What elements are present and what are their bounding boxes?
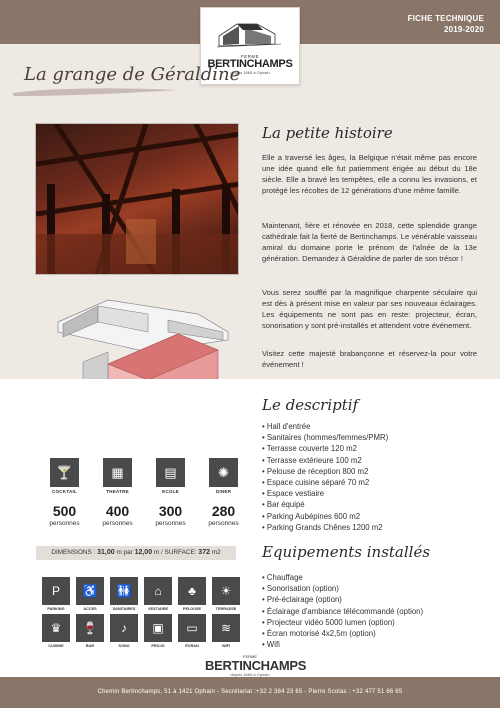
amenity-label: ACCES: [83, 607, 97, 611]
amenity-item: [110, 577, 138, 611]
footer-contact: Chemin Bertinchamps, 51 à 1421 Ophain - Secrétariat :+32 2 384 23 65 - Pierre Scolas : +32 477 51 66 65: [0, 677, 500, 708]
chef-hat-icon: ♛: [42, 614, 70, 642]
speaker-icon: ♪: [110, 614, 138, 642]
capacity-value: 280: [211, 503, 236, 519]
capacity-label: THEATRE: [106, 489, 129, 494]
list-item: • Pelouse de réception 800 m2: [262, 466, 388, 477]
amenity-label: SANITAIRES: [112, 607, 136, 611]
dimensions-bar: DIMENSIONS : 31,00 m par 12,00 m / SURFACE: 372 m2: [36, 546, 236, 560]
wine-glass-icon: 🍷: [76, 614, 104, 642]
amenity-label: PROJO: [151, 644, 165, 648]
amenity-label: VESTIAIRE: [147, 607, 169, 611]
toilets-icon: 🚻: [110, 577, 138, 605]
amenity-item: [76, 614, 104, 648]
amenity-item: [144, 614, 172, 648]
footer-logo: FERME BERTINCHAMPS depuis 1660 à Ophain: [205, 654, 307, 677]
amenity-item: [212, 614, 240, 648]
amenities-row-1: [42, 577, 240, 611]
list-item: • Écran motorisé 4x2,5m (option): [262, 628, 423, 639]
capacity-unit: personnes: [208, 520, 239, 527]
list-item: • Hall d'entrée: [262, 421, 388, 432]
histoire-paragraph-4: Visitez cette majesté brabançonne et réservez-la pour votre événement !: [262, 349, 477, 369]
amenity-item: [110, 614, 138, 648]
amenity-item: [144, 577, 172, 611]
capacity-item: [197, 458, 250, 527]
title-brush-stroke: [10, 84, 180, 98]
hanger-icon: ⌂: [144, 577, 172, 605]
theatre-icon: ▦: [103, 458, 132, 487]
ecole-icon: ▤: [156, 458, 185, 487]
page-title: La grange de Géraldine: [24, 64, 241, 85]
list-item: • Wifi: [262, 639, 423, 650]
wheelchair-icon: ♿: [76, 577, 104, 605]
descriptif-list: [262, 421, 388, 533]
amenity-item: [42, 614, 70, 648]
histoire-paragraph-1: Elle a traversé les âges, la Belgique n'était même pas encore une idée quand elle fut patiemment érigée au début du 18e siècle. Elle a bravé les tempêtes, elle a connu les invasions, et protégé les récoltes de 12 générations d'une même famille.: [262, 153, 477, 195]
histoire-paragraph-3: Vous serez soufflé par la magnifique charpente séculaire qui est dès à présent mise en valeur par ses nouveaux éclairages. Les équipements ne sont pas en reste: projecteur, écran, sonorisation y sont pré-installés et attendent votre événement.: [262, 288, 477, 330]
amenity-label: PELOUSE: [182, 607, 202, 611]
capacity-unit: personnes: [49, 520, 80, 527]
histoire-paragraph-2: Maintenant, fière et rénovée en 2018, cette splendide grange cathédrale fait la fierté de Bertinchamps. Le vénérable vaisseau amiral du domaine porte le prénom de l'aînée de la 13e génération. Demandez à Géraldine de parler de son trésor !: [262, 221, 477, 263]
list-item: • Pré-éclairage (option): [262, 594, 423, 605]
list-item: • Espace cuisine séparé 70 m2: [262, 477, 388, 488]
list-item: • Sanitaires (hommes/femmes/PMR): [262, 432, 388, 443]
barn-interior-photo: [35, 123, 239, 275]
capacity-item: [144, 458, 197, 527]
amenity-label: BAR: [85, 644, 95, 648]
list-item: • Terrasse couverte 120 m2: [262, 443, 388, 454]
lawn-icon: ♣: [178, 577, 206, 605]
list-item: • Éclairage d'ambiance télécommandé (option): [262, 606, 423, 617]
fiche-technique-label: FICHE TECHNIQUE 2019-2020: [407, 14, 484, 34]
diner-icon: ✺: [209, 458, 238, 487]
capacity-value: 300: [158, 503, 183, 519]
list-item: • Sonorisation (option): [262, 583, 423, 594]
amenities-row-2: [42, 614, 240, 648]
amenity-item: [178, 614, 206, 648]
capacity-value: 400: [105, 503, 130, 519]
amenity-label: CUISINE: [48, 644, 64, 648]
capacity-label: ECOLE: [162, 489, 179, 494]
list-item: • Parking Grands Chênes 1200 m2: [262, 522, 388, 533]
histoire-heading: La petite histoire: [262, 124, 393, 142]
list-item: • Parking Aubépines 600 m2: [262, 511, 388, 522]
amenity-item: [76, 577, 104, 611]
amenity-label: ÉCRAN: [185, 644, 199, 648]
capacity-unit: personnes: [102, 520, 133, 527]
amenity-label: TERRASSE: [215, 607, 237, 611]
list-item: • Espace vestiaire: [262, 488, 388, 499]
equipements-heading: Equipements installés: [262, 543, 431, 561]
amenity-item: [42, 577, 70, 611]
capacity-label: COCKTAIL: [52, 489, 77, 494]
capacity-grid: [38, 458, 250, 527]
list-item: • Chauffage: [262, 572, 423, 583]
parking-icon: P: [42, 577, 70, 605]
amenity-label: WIFI: [221, 644, 230, 648]
amenity-item: [212, 577, 240, 611]
wifi-icon: ≋: [212, 614, 240, 642]
capacity-value: 500: [52, 503, 77, 519]
screen-icon: ▭: [178, 614, 206, 642]
logo: FERME BERTINCHAMPS depuis 1660 à Ophain: [200, 7, 300, 85]
capacity-item: [38, 458, 91, 527]
capacity-label: DINER: [215, 489, 232, 494]
list-item: • Projecteur vidéo 5000 lumen (option): [262, 617, 423, 628]
projector-icon: ▣: [144, 614, 172, 642]
amenity-label: SONO: [118, 644, 130, 648]
descriptif-heading: Le descriptif: [262, 396, 359, 414]
list-item: • Terrasse extérieure 100 m2: [262, 455, 388, 466]
amenity-item: [178, 577, 206, 611]
cocktail-icon: 🍸: [50, 458, 79, 487]
amenity-label: PARKING: [47, 607, 65, 611]
farm-logo-icon: [215, 14, 285, 52]
equipements-list: [262, 572, 423, 650]
list-item: • Bar équipé: [262, 499, 388, 510]
sun-icon: ☀: [212, 577, 240, 605]
capacity-unit: personnes: [155, 520, 186, 527]
capacity-item: [91, 458, 144, 527]
